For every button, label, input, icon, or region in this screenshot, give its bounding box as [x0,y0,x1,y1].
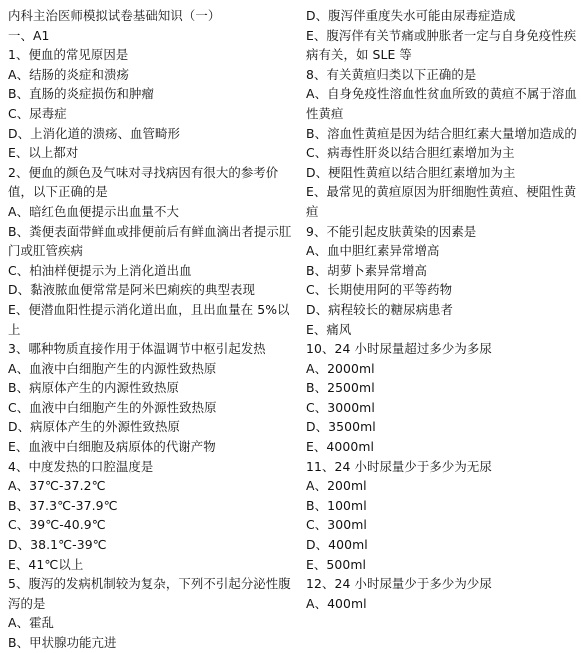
option-8a: A、自身免疫性溶血性贫血所致的黄疸不属于溶血性黄疸 [306,86,577,121]
option-3c: C、血液中白细胞产生的外源性致热原 [8,399,217,415]
question-5: 5、腹泻的发病机制较为复杂，下列不引起分泌性腹泻的是 [8,576,291,611]
left-column [8,6,296,653]
option-7e: E、腹泻伴有关节痛或肿胀者一定与自身免疫性疾病有关，如 SLE 等 [306,27,577,63]
option-2a: A、暗红色血便提示出血量不大 [8,203,179,219]
option-9a: A、血中胆红素异常增高 [306,243,440,259]
question-2: 2、便血的颜色及气味对寻找病因有很大的参考价值，以下正确的是 [8,164,279,200]
option-1e: E、以上都对 [8,145,79,161]
option-9b: B、胡萝卜素异常增高 [306,262,428,278]
option-10e: E、4000ml [306,439,375,455]
option-11b: B、100ml [306,497,367,513]
option-3b: B、病原体产生的内源性致热原 [8,380,179,396]
document-title: 内科主治医师模拟试卷基础知识（一） [8,8,221,23]
option-12a: A、400ml [306,595,367,611]
option-1c: C、尿毒症 [8,105,67,121]
question-11: 11、24 小时尿量少于多少为无尿 [306,458,492,474]
question-3: 3、哪种物质直接作用于体温调节中枢引起发热 [8,341,266,357]
option-3e: E、血液中白细胞及病原体的代谢产物 [8,439,216,455]
option-10b: B、2500ml [306,380,375,396]
option-1d: D、上消化道的溃疡、血管畸形 [8,125,181,141]
option-4b: B、37.3℃-37.9℃ [8,497,118,513]
section-heading: 一、A1 [8,27,50,43]
option-11c: C、300ml [306,517,367,533]
option-7d: D、腹泻伴重度失水可能由尿毒症造成 [306,8,516,23]
option-11d: D、400ml [306,537,368,553]
option-5a: A、霍乱 [8,615,55,631]
option-3d: D、病原体产生的外源性致热原 [8,419,181,435]
option-1b: B、直肠的炎症损伤和肿瘤 [8,86,154,102]
question-9: 9、不能引起皮肤黄染的因素是 [306,223,477,239]
option-8e: E、最常见的黄疸原因为肝细胞性黄疸、梗阻性黄疸 [306,184,577,219]
option-9d: D、病程较长的糖尿病患者 [306,301,454,317]
option-4e: E、41℃以上 [8,556,84,572]
option-9e: E、痛风 [306,321,352,337]
option-10d: D、3500ml [306,419,376,435]
option-4a: A、37℃-37.2℃ [8,478,106,494]
option-1a: A、结肠的炎症和溃疡 [8,66,129,82]
option-4c: C、39℃-40.9℃ [8,517,106,533]
option-2b: B、粪便表面带鲜血或排便前后有鲜血滴出者提示肛门或肛管疾病 [8,223,292,259]
option-2c: C、柏油样便提示为上消化道出血 [8,262,192,278]
question-10: 10、24 小时尿量超过多少为多尿 [306,341,492,357]
option-5b: B、甲状腺功能亢进 [8,635,117,650]
option-8c: C、病毒性肝炎以结合胆红素增加为主 [306,145,515,161]
option-9c: C、长期使用阿的平等药物 [306,282,453,298]
option-3a: A、血液中白细胞产生的内源性致热原 [8,360,217,376]
option-2e: E、便潜血阳性提示消化道出血，且出血量在 5%以上 [8,301,290,337]
question-4: 4、中度发热的口腔温度是 [8,458,154,474]
question-8: 8、有关黄疸归类以下正确的是 [306,66,477,82]
option-4d: D、38.1℃-39℃ [8,537,107,553]
option-8b: B、溶血性黄疸是因为结合胆红素大量增加造成的 [306,125,577,141]
option-11e: E、500ml [306,556,367,572]
option-2d: D、黏液脓血便常常是阿米巴痢疾的典型表现 [8,282,255,298]
option-8d: D、梗阻性黄疸以结合胆红素增加为主 [306,164,516,180]
question-12: 12、24 小时尿量少于多少为少尿 [306,576,492,592]
question-1: 1、便血的常见原因是 [8,47,129,63]
right-column [306,6,578,613]
option-10a: A、2000ml [306,360,375,376]
option-10c: C、3000ml [306,399,375,415]
option-11a: A、200ml [306,478,367,494]
